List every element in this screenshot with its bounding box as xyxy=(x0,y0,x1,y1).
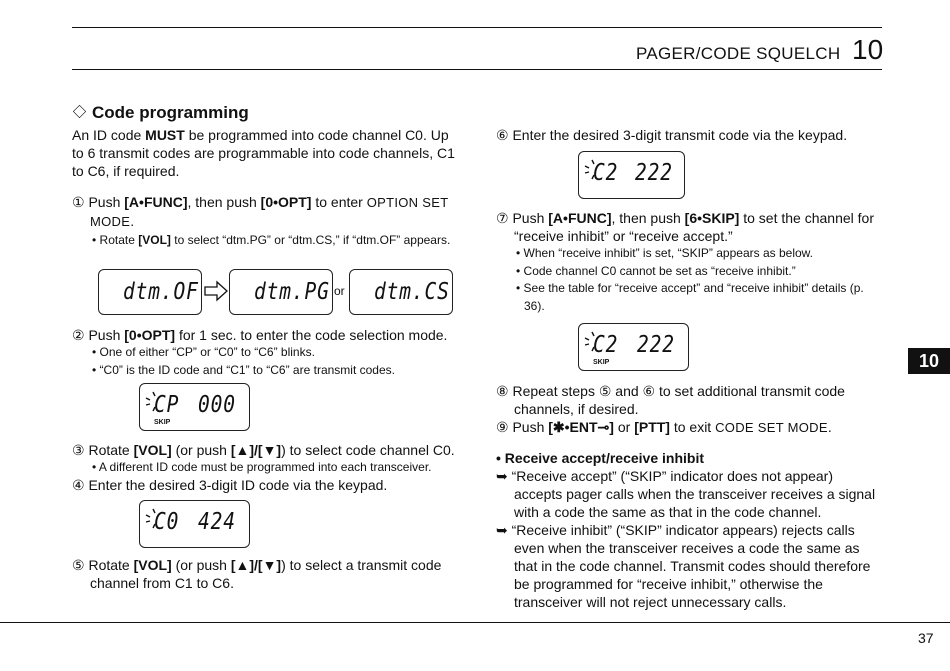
step-7: ⑦ Push [A•FUNC], then push [6•SKIP] to set the channel for “receive inhibit” or “receive accept.” • When “receive inhibit” is set, “SKIP” appears as below. • Code channel C0 cannot be set as “receive inhibit.” • See the table for “receive accept” and “receive inhibit” details (p. 36). xyxy=(496,210,874,313)
section-title: Code programming xyxy=(92,103,249,122)
page-number: 37 xyxy=(918,630,934,646)
receive-inhibit-item: ➥ “Receive inhibit” (“SKIP” indicator appears) rejects calls even when the transceiver receives a code the same as that in the code channel. Transmit codes should therefore be programmed for “receive inhibit,” otherwise the transceiver will not reject unnecessary calls. xyxy=(496,522,871,610)
step-5: ⑤ Rotate [VOL] (or push [▲]/[▼]) to select a transmit code channel from C1 to C6. xyxy=(72,557,442,591)
right-arrow-icon xyxy=(204,281,228,301)
arrow-icon: ➥ xyxy=(496,522,508,538)
receive-heading: • Receive accept/receive inhibit xyxy=(496,450,705,466)
lcd-dtm-cs: dtm.CS xyxy=(349,269,453,315)
lcd-dtm-pg: dtm.PG xyxy=(229,269,333,315)
receive-accept-item: ➥ “Receive accept” (“SKIP” indicator does not appear) accepts pager calls when the transceiver receives a signal with a code the same as that in the code channel. xyxy=(496,468,876,520)
chapter-number: 10 xyxy=(852,34,884,65)
chapter-tab: 10 xyxy=(908,348,950,374)
top-rule xyxy=(72,27,882,28)
or-label: or xyxy=(334,284,345,298)
step-2: ② Push [0•OPT] for 1 sec. to enter the code selection mode. • One of either “CP” or “C0” to “C6” blinks. • “C0” is the ID code and “C1” to “C6” are transmit codes. xyxy=(72,327,448,377)
chapter-title: PAGER/CODE SQUELCH xyxy=(636,44,841,63)
receive-section xyxy=(496,449,884,611)
step-3: ③ Rotate [VOL] (or push [▲]/[▼]) to select code channel C0. • A different ID code must be programmed into each transceiver. xyxy=(72,442,455,474)
step-6: ⑥ Enter the desired 3-digit transmit code via the keypad. xyxy=(496,127,848,143)
arrow-icon: ➥ xyxy=(496,468,508,484)
lcd-c2-222-skip: C2 222 SKIP xyxy=(578,323,689,371)
intro-paragraph: An ID code MUST be programmed into code channel C0. Up to 6 transmit codes are programmable into code channels, C1 to C6, if required. xyxy=(72,127,455,179)
header-rule xyxy=(72,69,882,70)
lcd-dtm-of: dtm.OF xyxy=(98,269,202,315)
lcd-c0-424: C0 424 xyxy=(139,500,250,548)
step-4: ④ Enter the desired 3-digit ID code via the keypad. xyxy=(72,477,388,493)
lcd-c2-222: C2 222 xyxy=(578,151,685,199)
section-heading xyxy=(72,103,249,123)
step-9: ⑨ Push [✱•ENT⊸] or [PTT] to exit CODE SET MODE. xyxy=(496,419,832,435)
diamond-icon xyxy=(73,105,86,118)
step-8: ⑧ Repeat steps ⑤ and ⑥ to set additional transmit code channels, if desired. xyxy=(496,383,845,417)
step-1: ① Push [A•FUNC], then push [0•OPT] to enter OPTION SET MODE. • Rotate [VOL] to select “dtm.PG” or “dtm.CS,” if “dtm.OF” appears. xyxy=(72,194,451,247)
footer-rule xyxy=(0,622,950,623)
lcd-cp-000: CP 000 SKIP xyxy=(139,383,250,431)
